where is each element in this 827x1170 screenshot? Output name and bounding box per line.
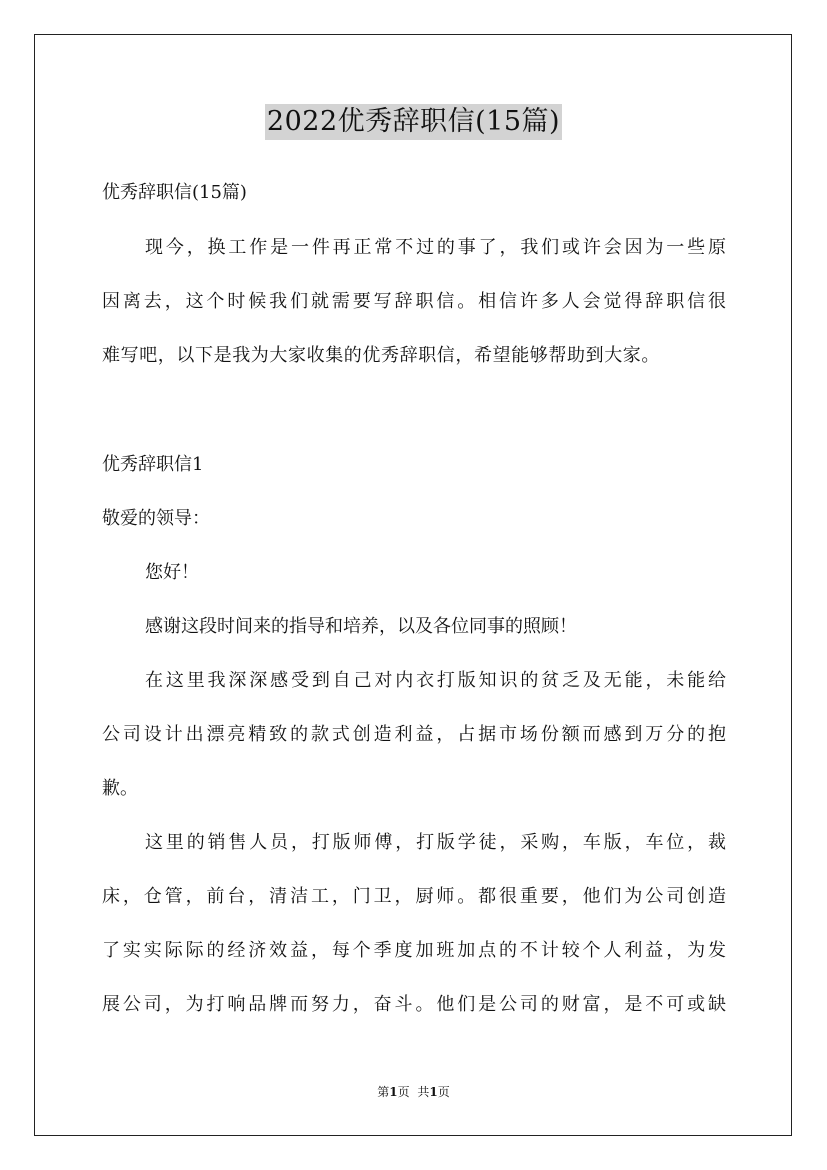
document-title: 2022优秀辞职信(15篇) (265, 104, 562, 140)
footer-total-prefix: 共 (417, 1085, 430, 1099)
greeting: 您好！ (145, 562, 199, 583)
para2-line-1: 这里的销售人员，打版师傅，打版学徒，采购，车版，车位，裁 (145, 832, 726, 853)
footer-page-number: 1 (389, 1085, 398, 1099)
page-footer (0, 1084, 827, 1100)
para1-line-2: 公司设计出漂亮精致的款式创造利益，占据市场份额而感到万分的抱 (102, 724, 726, 745)
para2-line-4: 展公司，为打响品牌而努力，奋斗。他们是公司的财富，是不可或缺 (102, 994, 726, 1015)
para2-line-3: 了实实际际的经济效益，每个季度加班加点的不计较个人利益，为发 (102, 940, 726, 961)
thanks-line: 感谢这段时间来的指导和培养，以及各位同事的照顾！ (145, 616, 577, 637)
intro-line-3: 难写吧，以下是我为大家收集的优秀辞职信，希望能够帮助到大家。 (102, 345, 660, 366)
title-block (0, 104, 827, 140)
footer-page-prefix: 第 (377, 1085, 390, 1099)
footer-total-suffix: 页 (437, 1085, 450, 1099)
intro-line-1: 现今，换工作是一件再正常不过的事了，我们或许会因为一些原 (145, 237, 726, 258)
intro-line-2: 因离去，这个时候我们就需要写辞职信。相信许多人会觉得辞职信很 (102, 291, 726, 312)
document-subtitle: 优秀辞职信(15篇) (102, 182, 247, 203)
section-heading: 优秀辞职信1 (102, 454, 204, 475)
para1-line-3: 歉。 (102, 778, 138, 799)
footer-total-number: 1 (429, 1085, 438, 1099)
para2-line-2: 床，仓管，前台，清洁工，门卫，厨师。都很重要，他们为公司创造 (102, 886, 726, 907)
para1-line-1: 在这里我深深感受到自己对内衣打版知识的贫乏及无能，未能给 (145, 670, 726, 691)
footer-page-suffix: 页 (397, 1085, 410, 1099)
salutation: 敬爱的领导： (102, 508, 210, 529)
